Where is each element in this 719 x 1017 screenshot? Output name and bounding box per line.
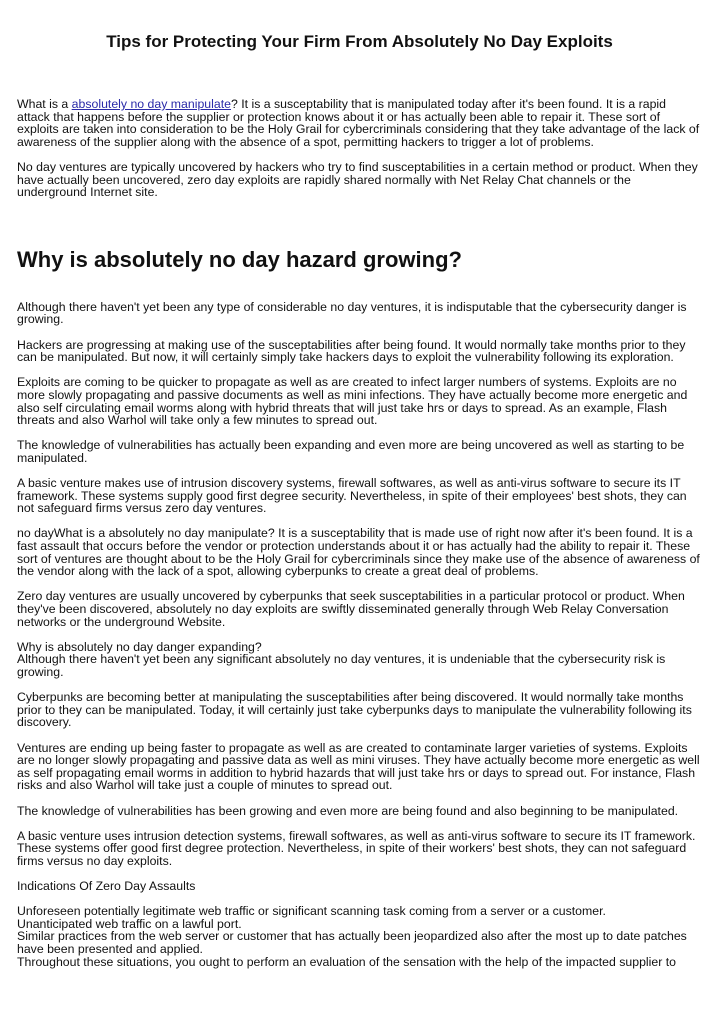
list-item: Throughout these situations, you ought to perform an evaluation of the sensation with the help of the impacted supplier to bbox=[17, 954, 676, 969]
intro-paragraph-2: No day ventures are typically uncovered by hackers who try to find susceptabilities in a certain method or product. When they have actually been uncovered, zero day exploits are rapidly shared normally with Net Relay Chat channels or the underground Internet site. bbox=[17, 159, 698, 200]
indications-list bbox=[17, 905, 702, 968]
repeated-question-line: Why is absolutely no day danger expanding? bbox=[17, 639, 262, 654]
repeated-question-paragraph bbox=[17, 641, 702, 679]
intro-section bbox=[17, 98, 702, 199]
section-heading: Why is absolutely no day hazard growing? bbox=[17, 246, 462, 272]
repeated-answer-line: Although there haven't yet been any significant absolutely no day ventures, it is undeniable that the cybersecurity risk is growing. bbox=[17, 652, 666, 679]
body-paragraph: Although there haven't yet been any type of considerable no day ventures, it is indisputable that the cybersecurity danger is growing. bbox=[17, 299, 687, 327]
body-paragraph: Hackers are progressing at making use of the susceptabilities after being found. It would normally take months prior to they can be manipulated. But now, it will certainly simply take hackers days to exploit the vulnerability following its exploration. bbox=[17, 337, 686, 365]
list-item: Unforeseen potentially legitimate web traffic or significant scanning task coming from a server or a customer. bbox=[17, 904, 606, 919]
body-paragraph: The knowledge of vulnerabilities has actually been expanding and even more are being uncovered as well as starting to be manipulated. bbox=[17, 438, 685, 465]
body-paragraph: Cyberpunks are becoming better at manipulating the susceptabilities after being discovered. It would normally take months prior to they can be manipulated. Today, it will certainly just take cyberpunks days to manipulate the vulnerability following its discovery. bbox=[17, 690, 692, 730]
body-paragraph: Exploits are coming to be quicker to propagate as well as are created to infect larger numbers of systems. Exploits are no more slowly propagating and passive documents as well as mini infections. They have actually become more energetic and also self circulating email worms along with hybrid threats that will just take hrs or days to spread. As an example, Flash threats and also Warhol will take only a few minutes to spread out. bbox=[17, 375, 688, 428]
document-title: Tips for Protecting Your Firm From Absolutely No Day Exploits bbox=[106, 32, 613, 51]
document-page bbox=[17, 0, 702, 981]
intro-paragraph-1 bbox=[17, 98, 702, 148]
body-paragraph: A basic venture uses intrusion detection systems, firewall softwares, as well as anti-virus software to secure its IT framework. These systems offer good first degree protection. Nevertheless, in spite of their workers' best shots, they can not safeguard firms versus no day exploits. bbox=[17, 828, 696, 868]
body-paragraph: A basic venture makes use of intrusion discovery systems, firewall softwares, as well as anti-virus software to secure its IT framework. These systems supply good first degree security. Nevertheless, in spite of their employees' best shots, they can not safeguard firms versus zero day ventures. bbox=[17, 476, 687, 516]
article-body bbox=[17, 301, 702, 968]
body-paragraph: Ventures are ending up being faster to propagate as well as are created to contaminate larger varieties of systems. Exploits are no longer slowly propagating and passive data as well as mini viruses. They have actually become more energetic as well as self propagating email worms in addition to hybrid hazards that will just take hrs or days to spread out. For instance, Flash risks and also Warhol will take just a couple of minutes to spread out. bbox=[17, 740, 700, 793]
body-paragraph: no dayWhat is a absolutely no day manipulate? It is a susceptability that is made use of right now after it's been found. It is a fast assault that occurs before the vendor or protection understands about it or has actually had the ability to repair it. These sort of ventures are thought about to be the Holy Grail for cybercriminals since they make use of the absence of awareness of the vendor along with the lack of a spot, allowing cyberpunks to create a great deal of problems. bbox=[17, 526, 700, 579]
intro-text-after-link: ? It is a susceptability that is manipulated today after it's been found. It is a rapid attack that happens before the supplier or protection knows about it or has actually been able to repair it. These sort of exploits are taken into consideration to be the Holy Grail for cybercriminals considering that they take advantage of the lack of awareness of the supplier along with the absence of a spot, permitting hackers to trigger a lot of problems. bbox=[17, 97, 700, 149]
body-paragraph: Zero day ventures are usually uncovered by cyberpunks that seek susceptabilities in a particular protocol or product. When they've been discovered, absolutely no day exploits are swiftly disseminated generally through Web Relay Conversation networks or the underground Website. bbox=[17, 589, 685, 629]
intro-text-before-link: What is a bbox=[17, 97, 72, 111]
zero-day-exploit-link[interactable]: absolutely no day manipulate bbox=[71, 97, 231, 111]
body-paragraph: The knowledge of vulnerabilities has been growing and even more are being found and also beginning to be manipulated. bbox=[17, 803, 679, 818]
list-item: Similar practices from the web server or customer that has actually been jeopardized also after the most up to date patches have been presented and applied. bbox=[17, 929, 687, 957]
list-item: Unanticipated web traffic on a lawful port. bbox=[17, 916, 242, 931]
indications-heading: Indications Of Zero Day Assaults bbox=[17, 879, 196, 894]
